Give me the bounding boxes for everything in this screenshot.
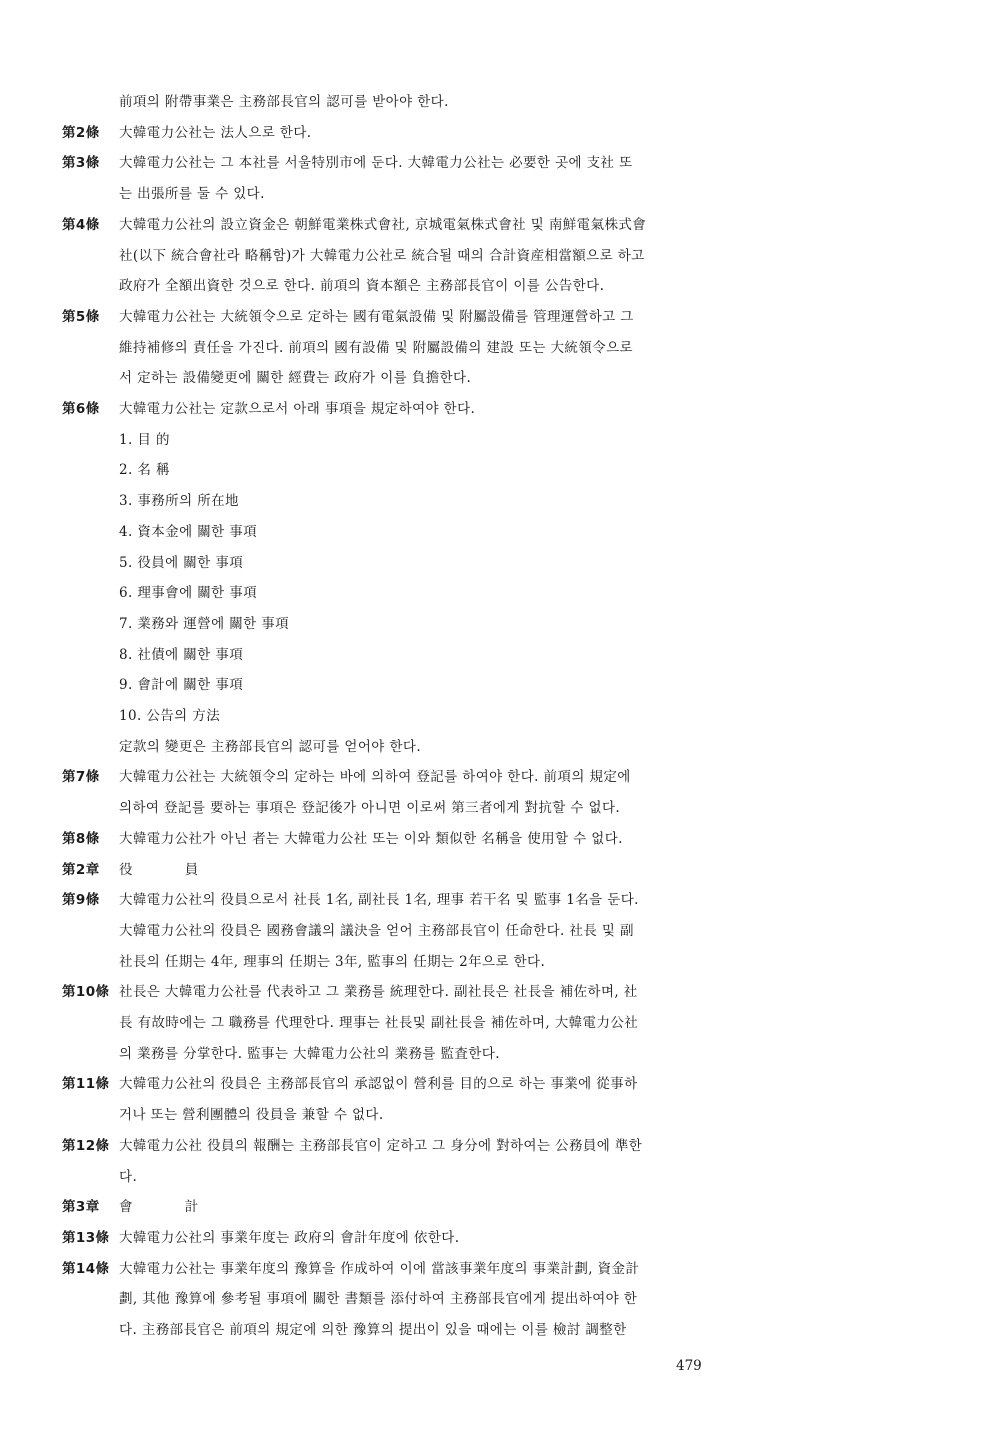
article-label: 第5條	[62, 308, 100, 325]
page-number: 479	[676, 1358, 702, 1374]
article-text: 大韓電力公社의 役員으로서 社長 1名, 副社長 1名, 理事 若干名 및 監事 1名을 둔다.	[119, 892, 639, 909]
article-text: 4. 資本金에 關한 事項	[119, 523, 258, 540]
article-text: 大韓電力公社는 大統領令의 定하는 바에 의하여 登記를 하여야 한다. 前項의 規定에	[119, 769, 631, 786]
continuation-text: 長 有故時에는 그 職務를 代理한다. 理事는 社長및 副社長을 補佐하며, 大韓電力公社	[119, 1015, 639, 1031]
article-text: 大韓電力公社의 事業年度는 政府의 會計年度에 依한다.	[119, 1229, 460, 1246]
chapter-title: 會 計	[119, 1199, 223, 1216]
article-label: 第10條	[62, 984, 110, 1001]
article-label: 第7條	[62, 769, 100, 786]
article-text: 大韓電力公社는 그 本社를 서울特別市에 둔다. 大韓電力公社는 必要한 곳에 支社 또	[119, 155, 633, 172]
article-label: 第9條	[62, 892, 100, 909]
article-text: 2. 名 稱	[119, 462, 170, 479]
continuation-text: 의 業務를 分掌한다. 監事는 大韓電力公社의 業務를 監査한다.	[119, 1045, 500, 1062]
chapter-label: 第3章	[62, 1199, 100, 1216]
article-text: 6. 理事會에 關한 事項	[119, 585, 258, 602]
chapter-title: 役 員	[119, 861, 223, 878]
article-text: 8. 社債에 關한 事項	[119, 646, 244, 663]
article-label: 第13條	[62, 1229, 110, 1246]
article-label: 第3條	[62, 155, 100, 172]
chapter-label: 第2章	[62, 861, 100, 878]
article-label: 第11條	[62, 1076, 110, 1093]
article-text: 大韓電力公社의 役員은 主務部長官의 承認없이 營利를 目的으로 하는 事業에 從事하	[119, 1076, 638, 1093]
continuation-text: 다. 主務部長官은 前項의 規定에 의한 豫算의 提出이 있을 때에는 이를 檢討 調整한	[119, 1322, 627, 1338]
article-text: 大韓電力公社가 아닌 者는 大韓電力公社 또는 이와 類似한 名稱을 使用할 수 없다.	[119, 830, 623, 847]
continuation-text: 는 出張所를 둘 수 있다.	[119, 186, 265, 203]
article-text: 9. 會計에 關한 事項	[119, 677, 244, 694]
article-text: 10. 公告의 方法	[119, 708, 221, 724]
article-text: 5. 役員에 關한 事項	[119, 554, 244, 571]
article-text: 定款의 變更은 主務部長官의 認可를 얻어야 한다.	[119, 738, 422, 755]
continuation-text: 의하여 登記를 要하는 事項은 登記後가 아니면 이로써 第三者에게 對抗할 수 없다.	[119, 800, 621, 817]
article-label: 第2條	[62, 124, 100, 141]
continuation-text: 서 定하는 設備變更에 關한 經費는 政府가 이를 負擔한다.	[119, 370, 472, 387]
article-text: 大韓電力公社는 法人으로 한다.	[119, 124, 312, 141]
article-label: 第12條	[62, 1137, 110, 1154]
article-label: 第4條	[62, 216, 100, 233]
continuation-text: 社(以下 統合會社라 略稱함)가 大韓電力公社로 統合될 때의 合計資産相當額으로 하고	[119, 247, 645, 264]
continuation-text: 거나 또는 營利團體의 役員을 兼할 수 없다.	[119, 1107, 384, 1124]
article-text: 大韓電力公社는 事業年度의 豫算을 作成하여 이에 當該事業年度의 事業計劃, 資金計	[119, 1260, 640, 1277]
continuation-text: 政府가 全額出資한 것으로 한다. 前項의 資本額은 主務部長官이 이를 公告한다.	[119, 278, 605, 295]
article-text: 7. 業務와 運營에 關한 事項	[119, 615, 290, 632]
article-text: 大韓電力公社의 設立資金은 朝鮮電業株式會社, 京城電氣株式會社 및 南鮮電氣株式會	[119, 216, 647, 233]
continuation-text: 維持補修의 責任을 가진다. 前項의 國有設備 및 附屬設備의 建設 또는 大統領令으로	[119, 339, 634, 356]
continuation-text: 大韓電力公社의 役員은 國務會議의 議決을 얻어 主務部長官이 任命한다. 社長 및 副	[119, 922, 634, 939]
article-text: 1. 目 的	[119, 431, 170, 448]
article-label: 第6條	[62, 401, 100, 417]
article-text: 大韓電力公社 役員의 報酬는 主務部長官이 定하고 그 身分에 對하여는 公務員에 準한	[119, 1137, 643, 1154]
continuation-text: 劃, 其他 豫算에 參考될 事項에 關한 書類를 添付하여 主務部長官에게 提出하여야 한	[119, 1291, 638, 1308]
article-text: 前項의 附帶事業은 主務部長官의 認可를 받아야 한다.	[119, 94, 449, 110]
article-text: 大韓電力公社는 大統領令으로 定하는 國有電氣設備 및 附屬設備를 管理運營하고 그	[119, 308, 634, 325]
article-text: 3. 事務所의 所在地	[119, 493, 239, 510]
article-label: 第14條	[62, 1260, 110, 1277]
continuation-text: 다.	[119, 1168, 138, 1185]
article-label: 第8條	[62, 830, 100, 847]
continuation-text: 社長의 任期는 4年, 理事의 任期는 3年, 監事의 任期는 2年으로 한다.	[119, 953, 546, 970]
article-text: 社長은 大韓電力公社를 代表하고 그 業務를 統理한다. 副社長은 社長을 補佐하며, 社	[119, 984, 638, 1001]
article-text: 大韓電力公社는 定款으로서 아래 事項을 規定하여야 한다.	[119, 401, 476, 417]
